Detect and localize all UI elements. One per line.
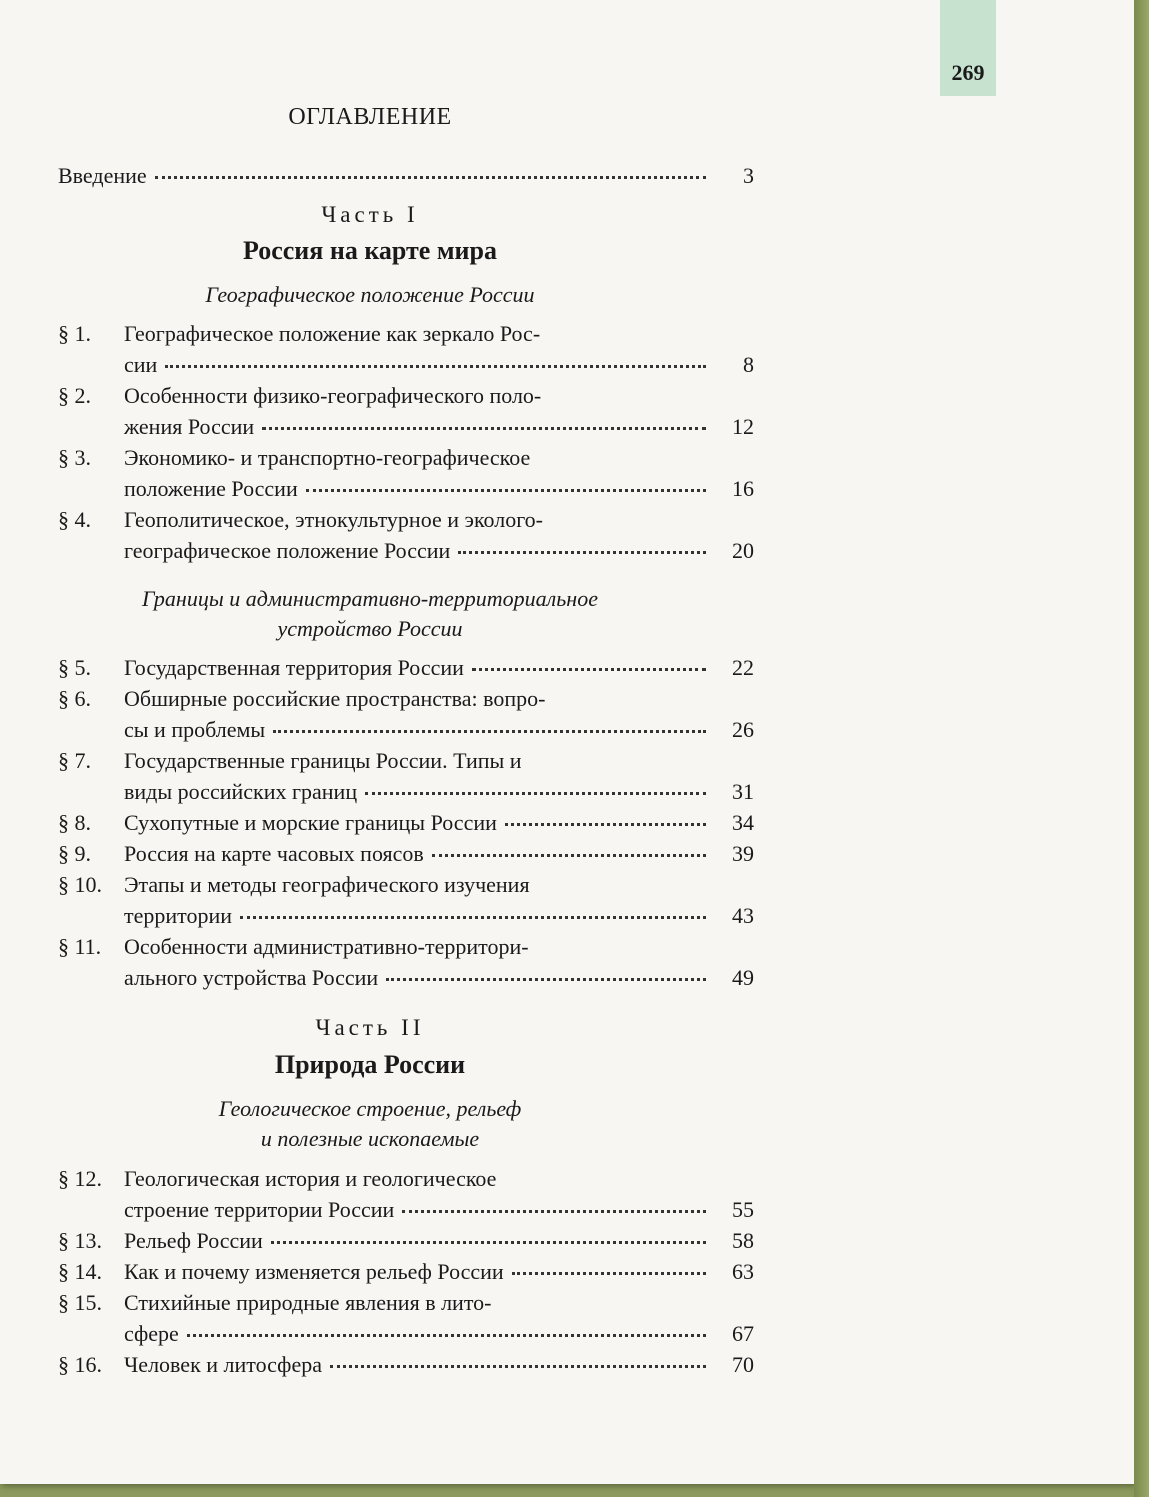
entry-label: Этапы и методы географического изучения bbox=[124, 872, 530, 897]
entry-page: 70 bbox=[732, 1352, 754, 1377]
page-edge bbox=[1134, 0, 1149, 1497]
entry-label: Человек и литосфера bbox=[124, 1352, 322, 1377]
dot-leader bbox=[402, 1210, 706, 1213]
dot-leader bbox=[386, 978, 706, 981]
entry-label: Как и почему изменяется рельеф России bbox=[124, 1259, 504, 1284]
entry-label: Сухопутные и морские границы России bbox=[124, 810, 497, 835]
entry-label: Географическое положение как зеркало Рос- bbox=[124, 321, 541, 346]
part-label: Часть II bbox=[315, 1015, 425, 1040]
entry-label: Государственная территория России bbox=[124, 655, 464, 680]
toc-title: ОГЛАВЛЕНИЕ bbox=[288, 104, 452, 130]
entry-label: Особенности физико-географического поло- bbox=[124, 383, 542, 408]
entry-label-cont: географическое положение России bbox=[124, 538, 451, 563]
entry-label: Обширные российские пространства: вопро- bbox=[124, 686, 546, 711]
entry-label: Россия на карте часовых поясов bbox=[124, 841, 424, 866]
entry-page: 26 bbox=[732, 717, 754, 742]
dot-leader bbox=[330, 1365, 706, 1368]
dot-leader bbox=[187, 1334, 706, 1337]
entry-page: 31 bbox=[732, 779, 754, 804]
entry-number: § 3. bbox=[58, 445, 91, 470]
entry-label: Стихийные природные явления в лито- bbox=[124, 1290, 492, 1315]
dot-leader bbox=[271, 1241, 706, 1244]
entry-label: Экономико- и транспортно-географическое bbox=[124, 445, 531, 470]
entry-label-cont: жения России bbox=[124, 414, 255, 439]
section-title-line: Границы и административно-территориальное bbox=[142, 586, 598, 611]
dot-leader bbox=[512, 1272, 706, 1275]
entry-page: 22 bbox=[732, 655, 754, 680]
entry-number: § 11. bbox=[58, 934, 102, 959]
entry-number: § 6. bbox=[58, 686, 91, 711]
entry-label-cont: территории bbox=[124, 903, 233, 928]
entry-page: 55 bbox=[732, 1197, 754, 1222]
dot-leader bbox=[262, 427, 706, 430]
section-title bbox=[58, 1094, 682, 1154]
dot-leader bbox=[458, 551, 706, 554]
entry-label: Геологическая история и геологическое bbox=[124, 1166, 497, 1191]
dot-leader bbox=[505, 823, 706, 826]
page-number: 269 bbox=[951, 60, 985, 85]
entry-number: § 5. bbox=[58, 655, 91, 680]
entry-number: § 8. bbox=[58, 810, 91, 835]
dot-leader bbox=[165, 365, 706, 368]
entry-number: § 14. bbox=[58, 1259, 102, 1284]
entry-label-cont: строение территории России bbox=[124, 1197, 395, 1222]
entry-number: § 9. bbox=[58, 841, 91, 866]
entry-page: 8 bbox=[743, 352, 754, 377]
entry-page: 16 bbox=[732, 476, 754, 501]
entry-number: § 13. bbox=[58, 1228, 102, 1253]
entry-label: Рельеф России bbox=[124, 1228, 263, 1253]
entry-number: § 2. bbox=[58, 383, 91, 408]
dot-leader bbox=[240, 916, 706, 919]
entry-page: 43 bbox=[732, 903, 754, 928]
entry-page: 3 bbox=[743, 163, 754, 188]
part-title: Россия на карте мира bbox=[242, 236, 497, 265]
dot-leader bbox=[472, 668, 706, 671]
entry-label-cont: сфере bbox=[124, 1321, 179, 1346]
entry-label: Геополитическое, этнокультурное и эколого- bbox=[124, 507, 543, 532]
part-title: Природа России bbox=[274, 1050, 466, 1079]
entry-label-cont: сии bbox=[124, 352, 158, 377]
entry-page: 49 bbox=[732, 965, 754, 990]
dot-leader bbox=[155, 176, 706, 179]
entry-page: 39 bbox=[732, 841, 754, 866]
entry-number: § 10. bbox=[58, 872, 102, 897]
entry-label: Введение bbox=[58, 163, 147, 188]
section-title-line: устройство России bbox=[277, 616, 463, 641]
section-title-line: и полезные ископаемые bbox=[260, 1126, 480, 1151]
dot-leader bbox=[273, 730, 706, 733]
entry-page: 12 bbox=[732, 414, 754, 439]
part-label: Часть I bbox=[321, 202, 419, 227]
entry-page: 67 bbox=[732, 1321, 754, 1346]
section-title-line: Геологическое строение, рельеф bbox=[218, 1096, 522, 1121]
entry-number: § 16. bbox=[58, 1352, 102, 1377]
entry-number: § 7. bbox=[58, 748, 91, 773]
entry-number: § 4. bbox=[58, 507, 91, 532]
entry-page: 20 bbox=[732, 538, 754, 563]
entry-number: § 15. bbox=[58, 1290, 102, 1315]
entry-label-cont: виды российских границ bbox=[124, 779, 358, 804]
dot-leader bbox=[306, 489, 706, 492]
entry-label-cont: сы и проблемы bbox=[124, 717, 266, 742]
section-title bbox=[58, 584, 682, 644]
entry-page: 58 bbox=[732, 1228, 754, 1253]
dot-leader bbox=[432, 854, 706, 857]
entry-label-cont: положение России bbox=[124, 476, 298, 501]
entry-label: Особенности административно-территори- bbox=[124, 934, 529, 959]
entry-number: § 12. bbox=[58, 1166, 102, 1191]
page-number-tab bbox=[940, 0, 996, 96]
dot-leader bbox=[365, 792, 706, 795]
entry-label-cont: ального устройства России bbox=[124, 965, 379, 990]
entry-number: § 1. bbox=[58, 321, 91, 346]
entry-page: 34 bbox=[732, 810, 754, 835]
entry-label: Государственные границы России. Типы и bbox=[124, 748, 522, 773]
section-title: Географическое положение России bbox=[205, 282, 535, 307]
entry-page: 63 bbox=[732, 1259, 754, 1284]
